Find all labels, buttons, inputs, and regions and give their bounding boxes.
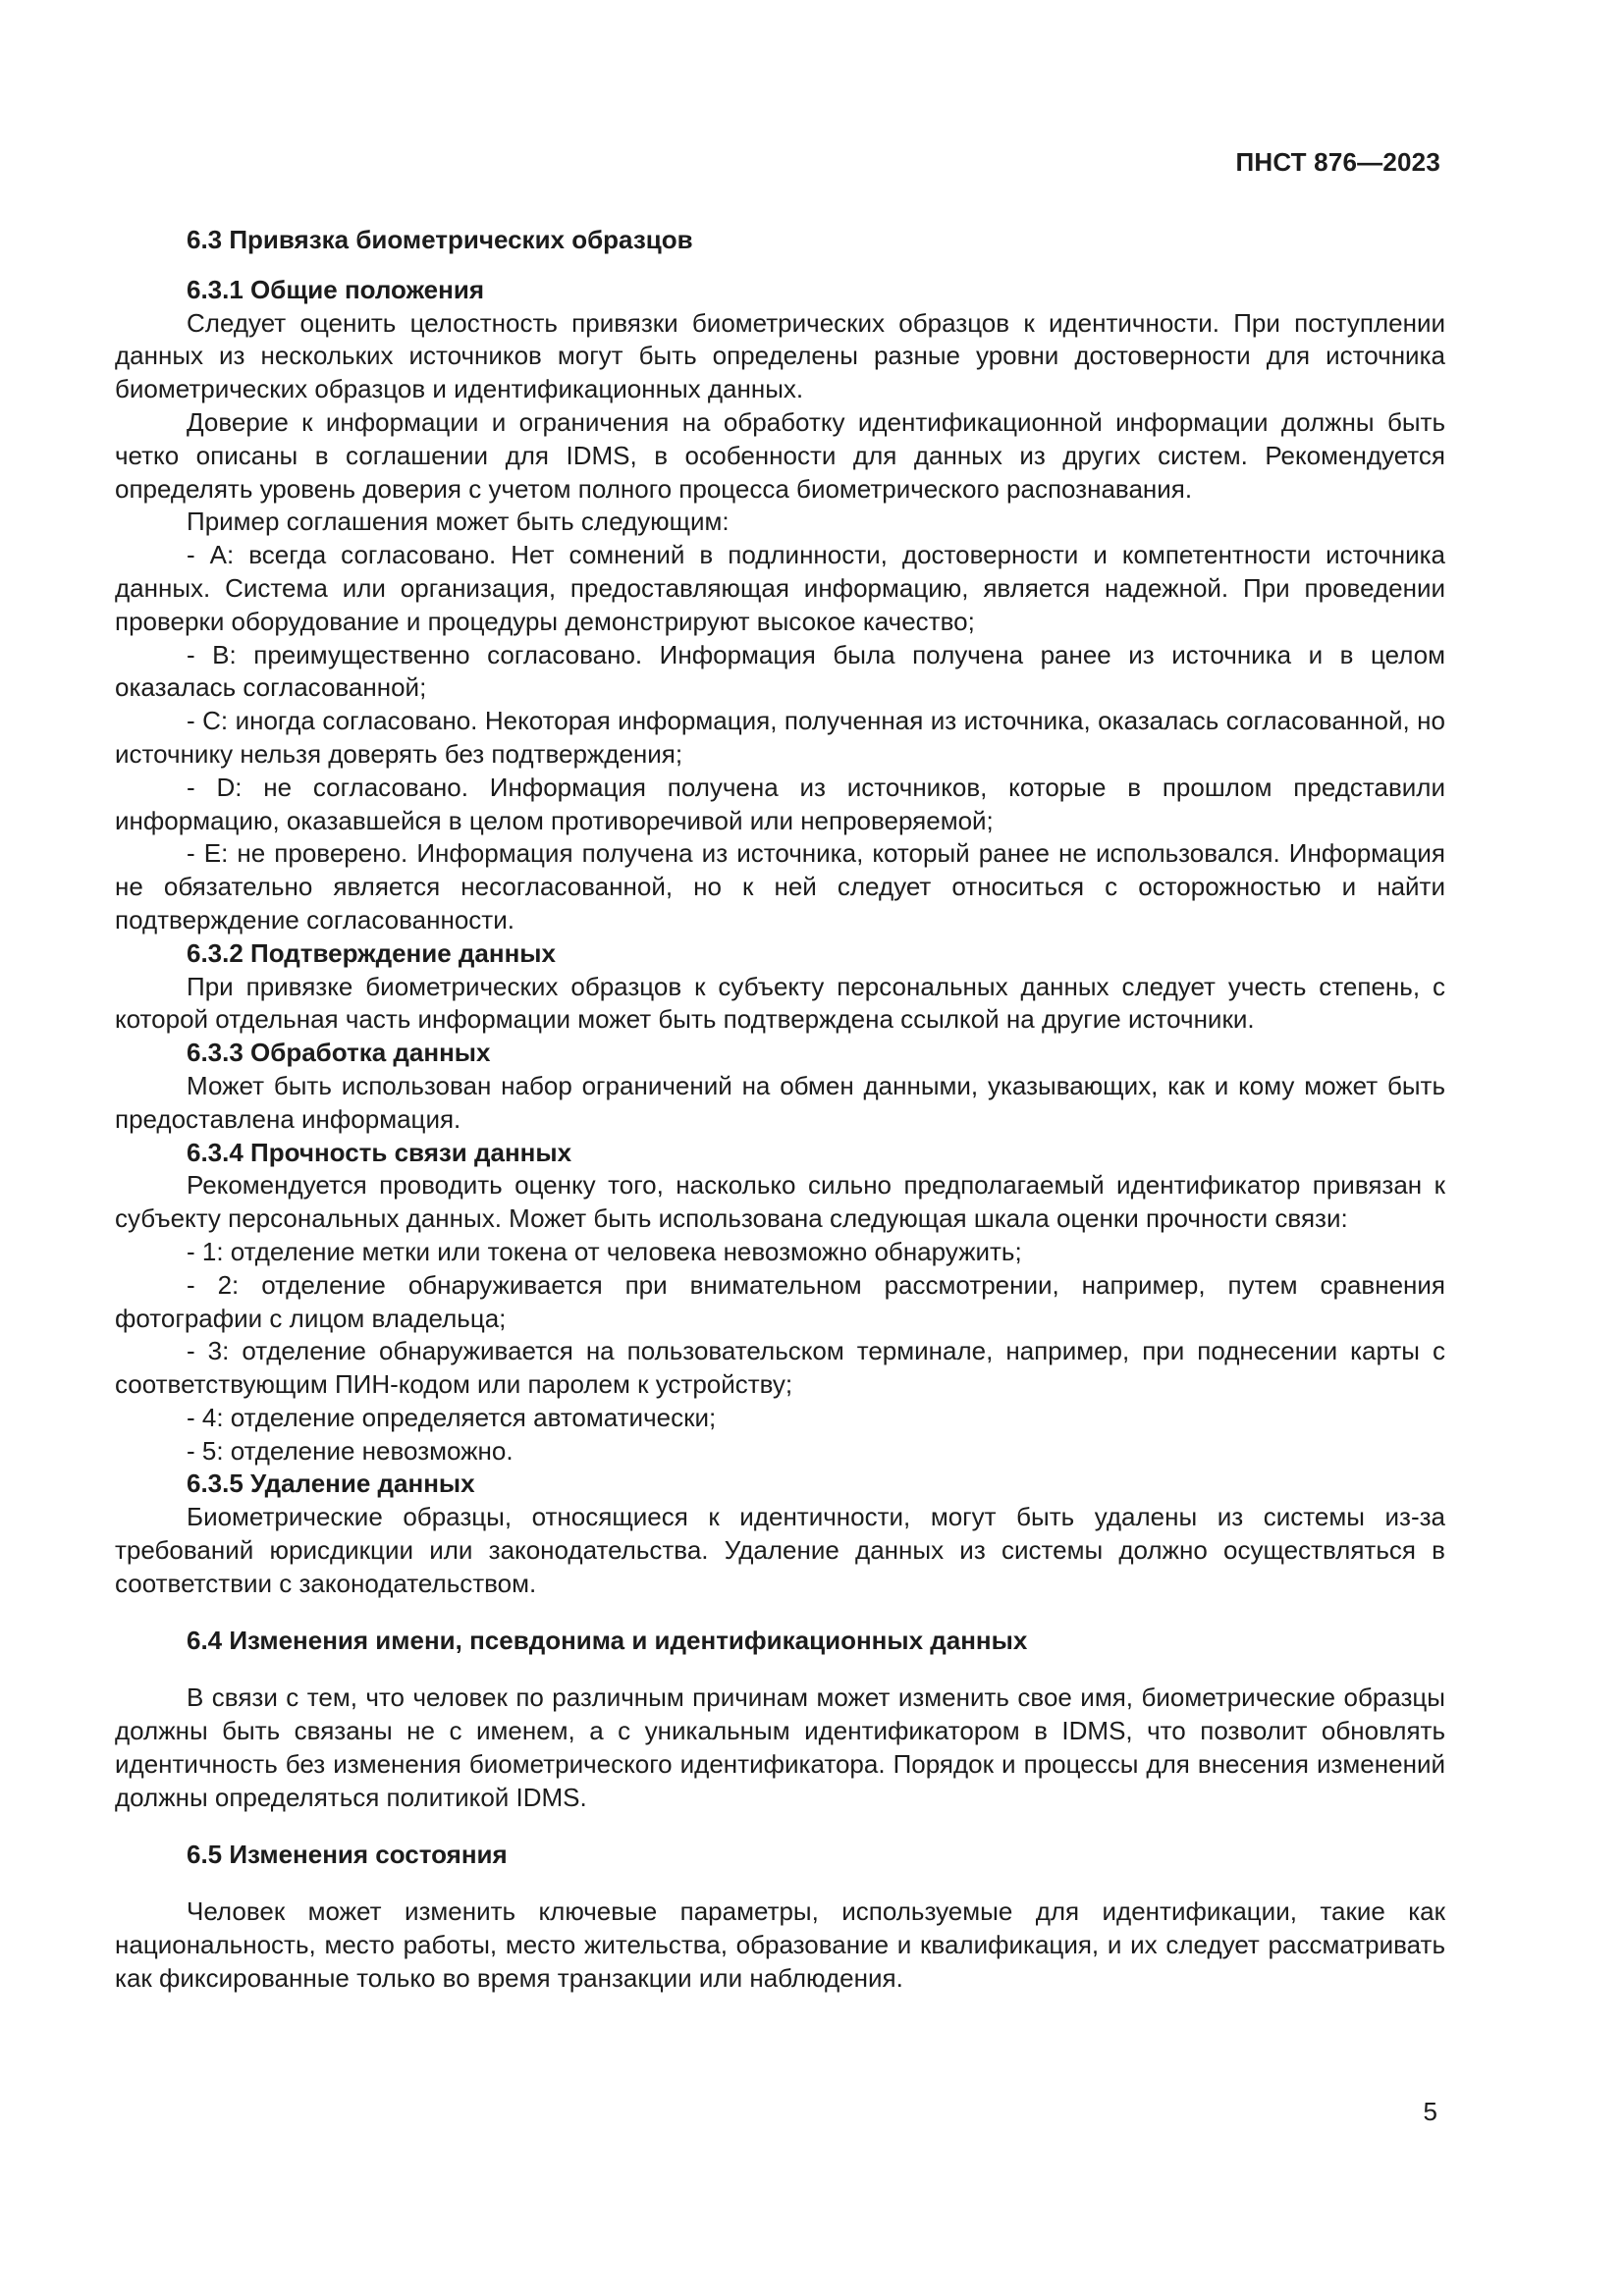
list-item: - 5: отделение невозможно.: [187, 1435, 514, 1466]
section-6-3-1-heading: 6.3.1 Общие положения: [187, 274, 484, 304]
paragraph: Человек может изменить ключевые параметры, используемые для идентификации, такие как национальность, место работы, место жительства, образование и квалификация, и их следует рассматривать как фиксированные только во время транзакции или наблюдения.: [115, 1896, 1445, 1994]
paragraph: Следует оценить целостность привязки биометрических образцов к идентичности. При поступлении данных из нескольких источников могут быть определены разные уровни достоверности для источника биометрических образцов и идентификационных данных.: [115, 307, 1445, 404]
section-6-3-4-heading: 6.3.4 Прочность связи данных: [187, 1137, 572, 1167]
document-code: ПНСТ 876—2023: [1235, 147, 1440, 177]
list-item: - 2: отделение обнаруживается при внимательном рассмотрении, например, путем сравнения фотографии с лицом владельца;: [115, 1269, 1445, 1333]
document-body: [115, 224, 1445, 1996]
list-item: - 3: отделение обнаруживается на пользовательском терминале, например, при поднесении карты с соответствующим ПИН-кодом или паролем к устройству;: [115, 1336, 1445, 1400]
list-item: - 4: отделение определяется автоматически;: [187, 1402, 717, 1432]
section-6-3-3-heading: 6.3.3 Обработка данных: [187, 1038, 491, 1068]
paragraph: В связи с тем, что человек по различным причинам может изменить свое имя, биометрические образцы должны быть связаны не с именем, а с уникальным идентификатором в IDMS, что позволит обновлять идентичность без изменения биометрического идентификатора. Порядок и процессы для внесения изменений должны определяться политикой IDMS.: [115, 1682, 1445, 1812]
section-6-3-heading: 6.3 Привязка биометрических образцов: [187, 225, 693, 254]
section-6-4-heading: 6.4 Изменения имени, псевдонима и идентификационных данных: [187, 1625, 1028, 1655]
page-number: 5: [1423, 2097, 1437, 2126]
paragraph: Пример соглашения может быть следующим:: [187, 507, 730, 537]
paragraph: Доверие к информации и ограничения на обработку идентификационной информации должны быть четко описаны в соглашении для IDMS, в особенности для данных из других систем. Рекомендуется определять уровень доверия с учетом полного процесса биометрического распознавания.: [115, 406, 1445, 504]
list-item: - D: не согласовано. Информация получена из источников, которые в прошлом представили информацию, оказавшейся в целом противоречивой или непроверяемой;: [115, 772, 1445, 835]
paragraph: При привязке биометрических образцов к субъекту персональных данных следует учесть степень, с которой отдельная часть информации может быть подтверждена ссылкой на другие источники.: [115, 971, 1445, 1035]
section-6-5-heading: 6.5 Изменения состояния: [187, 1839, 508, 1869]
list-item: - В: преимущественно согласовано. Информация была получена ранее из источника и в целом оказалась согласованной;: [115, 639, 1445, 703]
paragraph: Биометрические образцы, относящиеся к идентичности, могут быть удалены из системы из-за требований юрисдикции или законодательства. Удаление данных из системы должно осуществляться в соответствии с законодательством.: [115, 1502, 1445, 1598]
paragraph: Рекомендуется проводить оценку того, насколько сильно предполагаемый идентификатор привязан к субъекту персональных данных. Может быть использована следующая шкала оценки прочности связи:: [115, 1170, 1445, 1234]
section-6-3-2-heading: 6.3.2 Подтверждение данных: [187, 937, 556, 968]
list-item: - 1: отделение метки или токена от человека невозможно обнаружить;: [187, 1236, 1022, 1266]
paragraph: Может быть использован набор ограничений на обмен данными, указывающих, как и кому может быть предоставлена информация.: [115, 1070, 1445, 1134]
list-item: - Е: не проверено. Информация получена из источника, который ранее не использовался. Информация не обязательно является несогласованной, но к ней следует относиться с осторожностью и найти подтверждение согласованности.: [115, 838, 1445, 934]
list-item: - С: иногда согласовано. Некоторая информация, полученная из источника, оказалась согласованной, но источнику нельзя доверять без подтверждения;: [115, 706, 1445, 769]
list-item: - А: всегда согласовано. Нет сомнений в подлинности, достоверности и компетентности источника данных. Система или организация, предоставляющая информацию, является надежной. При проведении проверки оборудование и процедуры демонстрируют высокое качество;: [115, 540, 1445, 636]
section-6-3-5-heading: 6.3.5 Удаление данных: [187, 1468, 475, 1499]
